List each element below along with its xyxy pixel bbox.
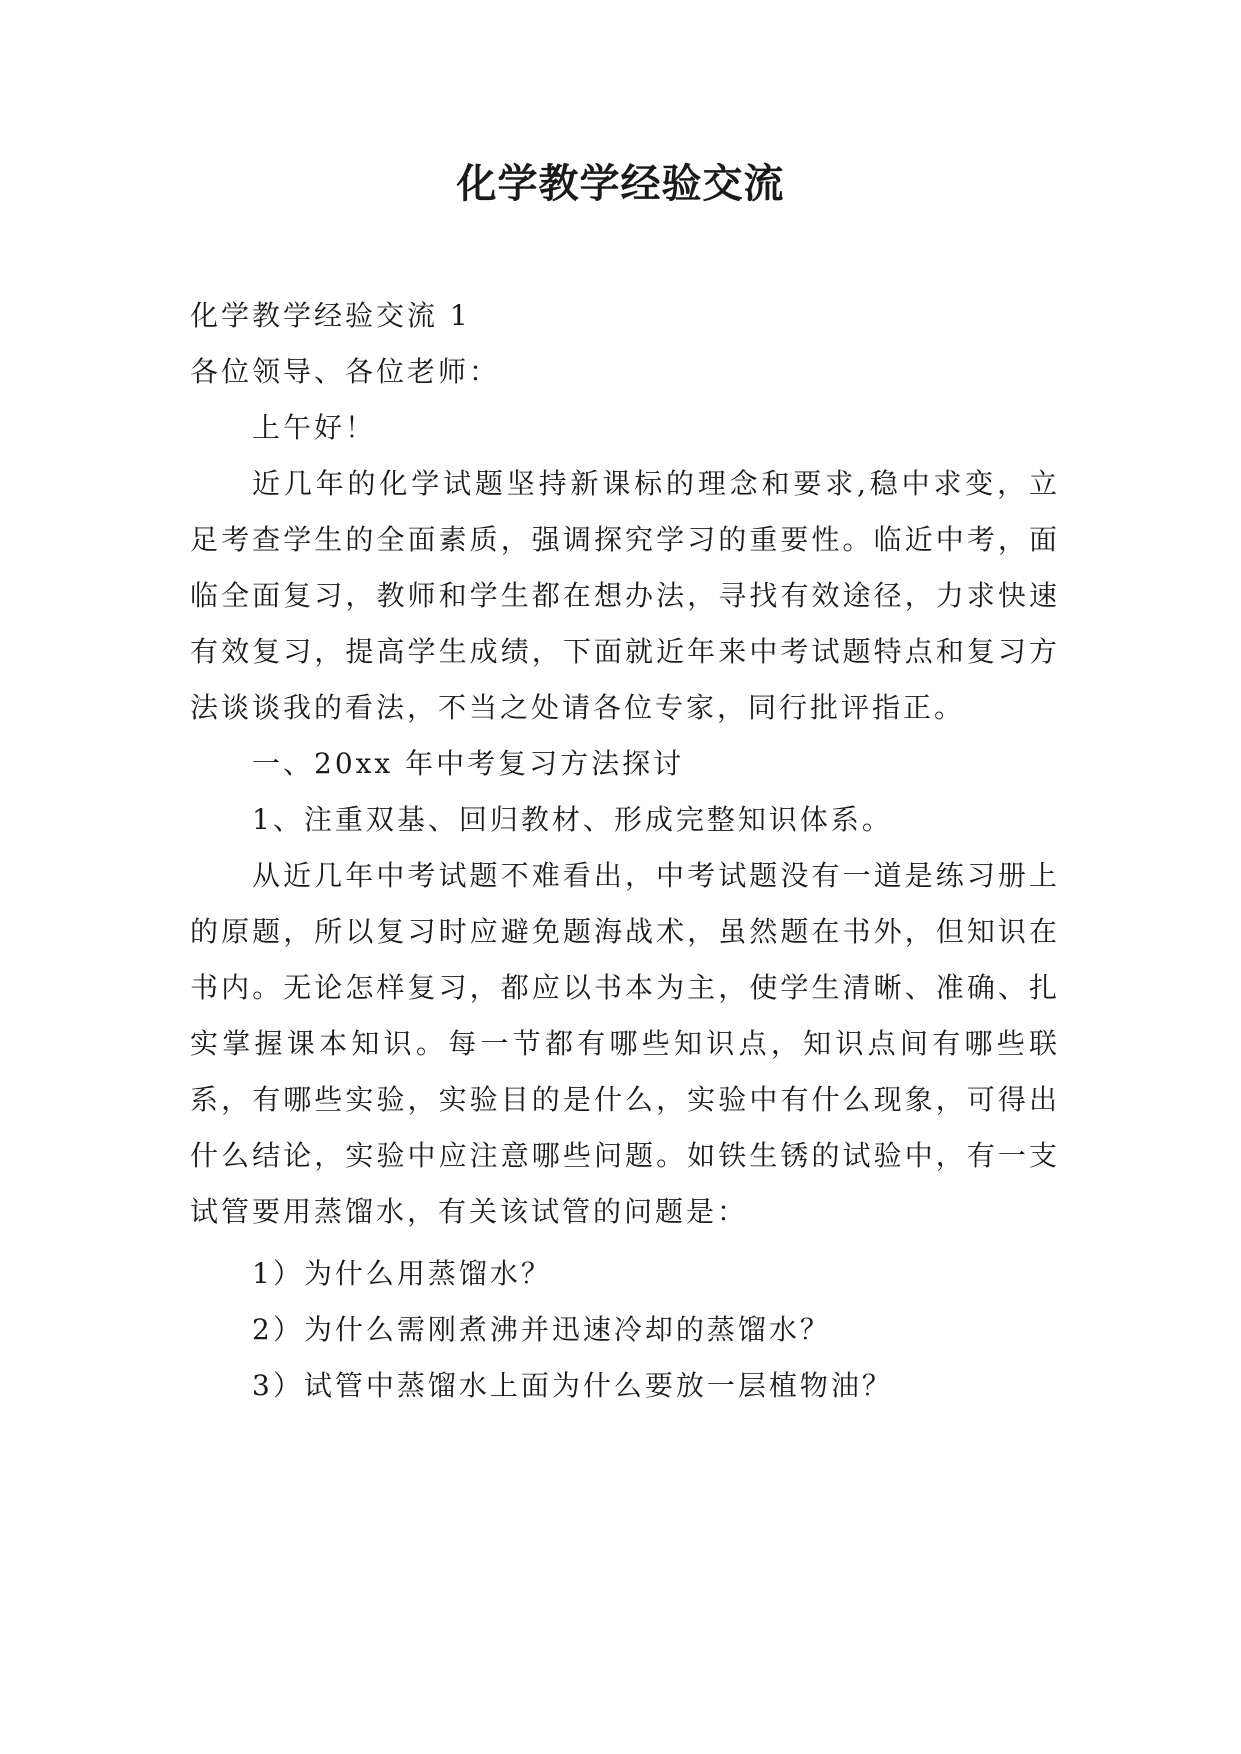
document-body	[190, 288, 1060, 1414]
body-paragraph: 从近几年中考试题不难看出，中考试题没有一道是练习册上的原题，所以复习时应避免题海战术，虽然题在书外，但知识在书内。无论怎样复习，都应以书本为主，使学生清晰、准确、扎实掌握课本知识。每一节都有哪些知识点，知识点间有哪些联系，有哪些实验，实验目的是什么，实验中有什么现象，可得出什么结论，实验中应注意哪些问题。如铁生锈的试验中，有一支试管要用蒸馏水，有关该试管的问题是：	[190, 859, 1060, 1228]
list-heading: 1、注重双基、回归教材、形成完整知识体系。	[252, 803, 893, 836]
question-item: 3）试管中蒸馏水上面为什么要放一层植物油？	[252, 1369, 893, 1402]
greeting: 上午好！	[252, 411, 377, 444]
document-title: 化学教学经验交流	[456, 160, 785, 207]
section-heading: 化学教学经验交流 1	[190, 299, 471, 332]
question-item: 1）为什么用蒸馏水？	[252, 1257, 552, 1290]
question-item: 2）为什么需刚煮沸并迅速冷却的蒸馏水？	[252, 1313, 831, 1346]
body-paragraph: 近几年的化学试题坚持新课标的理念和要求,稳中求变，立足考查学生的全面素质，强调探究学习的重要性。临近中考，面临全面复习，教师和学生都在想办法，寻找有效途径，力求快速有效复习，提高学生成绩，下面就近年来中考试题特点和复习方法谈谈我的看法，不当之处请各位专家，同行批评指正。	[190, 467, 1060, 724]
subsection-heading: 一、20xx 年中考复习方法探讨	[252, 747, 685, 780]
salutation: 各位领导、各位老师：	[190, 355, 501, 388]
